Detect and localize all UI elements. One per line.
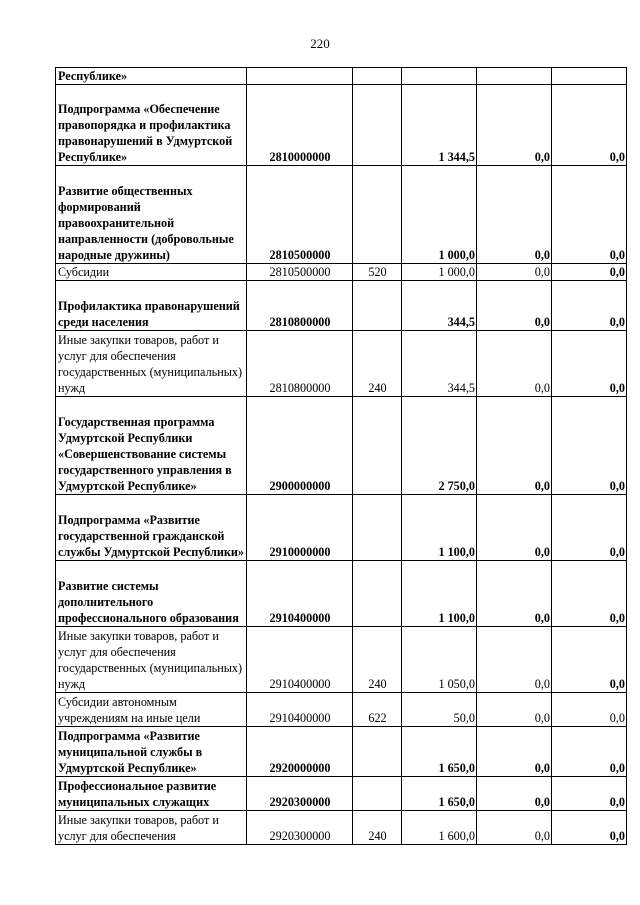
row-name: Профессиональное развитие муниципальных служащих [56,777,247,811]
row-amount: 344,5 [402,281,477,331]
row-amount-2: 0,0 [477,727,552,777]
row-amount-2: 0,0 [477,264,552,281]
table-row [56,627,627,693]
row-amount-3: 0,0 [552,397,627,495]
row-code: 2910400000 [247,693,353,727]
row-code: 2920000000 [247,727,353,777]
table-row [56,777,627,811]
table-row [56,68,627,85]
row-code: 2910000000 [247,495,353,561]
row-amount-3: 0,0 [552,811,627,845]
row-amount-3: 0,0 [552,281,627,331]
row-amount: 1 600,0 [402,811,477,845]
row-amount: 1 344,5 [402,85,477,166]
row-code: 2810000000 [247,85,353,166]
row-amount: 344,5 [402,331,477,397]
row-code: 2910400000 [247,561,353,627]
row-amount-3: 0,0 [552,727,627,777]
row-amount: 1 100,0 [402,495,477,561]
table-row [56,693,627,727]
row-amount-3: 0,0 [552,561,627,627]
row-expense-type: 240 [353,627,402,693]
row-amount-2: 0,0 [477,397,552,495]
row-amount-2: 0,0 [477,166,552,264]
row-code: 2920300000 [247,777,353,811]
row-name: Подпрограмма «Развитие муниципальной службы в Удмуртской Республике» [56,727,247,777]
row-amount-3: 0,0 [552,777,627,811]
row-expense-type [353,68,402,85]
row-expense-type: 622 [353,693,402,727]
row-code: 2810500000 [247,264,353,281]
row-amount-3 [552,68,627,85]
row-amount: 2 750,0 [402,397,477,495]
page-number: 220 [310,36,330,51]
row-amount-2: 0,0 [477,561,552,627]
row-name: Подпрограмма «Развитие государственной гражданской службы Удмуртской Республики» [56,495,247,561]
row-amount-3: 0,0 [552,331,627,397]
row-code: 2910400000 [247,627,353,693]
row-amount-2: 0,0 [477,331,552,397]
row-amount-2 [477,68,552,85]
row-amount-3: 0,0 [552,693,627,727]
row-amount-2: 0,0 [477,811,552,845]
row-amount-3: 0,0 [552,627,627,693]
table-row [56,281,627,331]
row-code [247,68,353,85]
table-row [56,495,627,561]
row-amount-3: 0,0 [552,85,627,166]
row-name: Развитие системы дополнительного профессионального образования [56,561,247,627]
row-expense-type [353,166,402,264]
row-amount: 1 100,0 [402,561,477,627]
row-name: Развитие общественных формирований правоохранительной направленности (добровольные народные дружины) [56,166,247,264]
row-expense-type: 240 [353,331,402,397]
row-name: Государственная программа Удмуртской Республики «Совершенствование системы государственного управления в Удмуртской Республике» [56,397,247,495]
table-row [56,561,627,627]
row-code: 2920300000 [247,811,353,845]
row-amount-3: 0,0 [552,264,627,281]
row-amount: 50,0 [402,693,477,727]
row-amount-2: 0,0 [477,495,552,561]
row-amount: 1 000,0 [402,264,477,281]
row-amount-3: 0,0 [552,166,627,264]
row-expense-type [353,281,402,331]
row-code: 2810800000 [247,331,353,397]
row-expense-type: 240 [353,811,402,845]
table-row [56,811,627,845]
row-code: 2900000000 [247,397,353,495]
table-row [56,166,627,264]
row-name: Республике» [56,68,247,85]
row-code: 2810500000 [247,166,353,264]
row-expense-type: 520 [353,264,402,281]
row-amount-2: 0,0 [477,85,552,166]
row-code: 2810800000 [247,281,353,331]
row-name: Профилактика правонарушений среди населения [56,281,247,331]
row-amount: 1 650,0 [402,777,477,811]
row-amount-2: 0,0 [477,693,552,727]
row-amount [402,68,477,85]
table-row [56,727,627,777]
row-amount: 1 650,0 [402,727,477,777]
row-amount: 1 050,0 [402,627,477,693]
row-name: Иные закупки товаров, работ и услуг для обеспечения государственных (муниципальных) нужд [56,627,247,693]
row-name: Иные закупки товаров, работ и услуг для обеспечения [56,811,247,845]
row-amount-3: 0,0 [552,495,627,561]
row-name: Подпрограмма «Обеспечение правопорядка и профилактика правонарушений в Удмуртской Республике» [56,85,247,166]
row-name: Субсидии [56,264,247,281]
row-name: Субсидии автономным учреждениям на иные цели [56,693,247,727]
row-expense-type [353,561,402,627]
row-amount: 1 000,0 [402,166,477,264]
row-amount-2: 0,0 [477,627,552,693]
row-name: Иные закупки товаров, работ и услуг для обеспечения государственных (муниципальных) нужд [56,331,247,397]
table-row [56,85,627,166]
row-amount-2: 0,0 [477,777,552,811]
row-expense-type [353,495,402,561]
table-row [56,397,627,495]
table-row [56,264,627,281]
row-expense-type [353,397,402,495]
row-expense-type [353,777,402,811]
row-amount-2: 0,0 [477,281,552,331]
budget-table [55,67,627,845]
row-expense-type [353,727,402,777]
row-expense-type [353,85,402,166]
table-row [56,331,627,397]
